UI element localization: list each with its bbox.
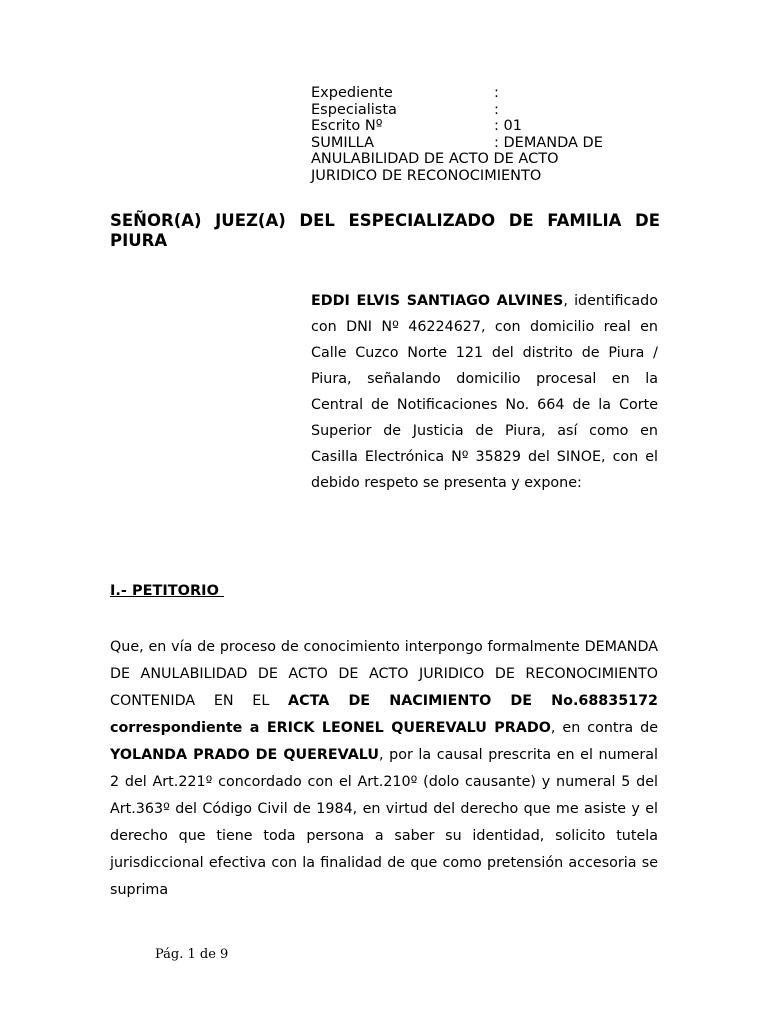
sumilla-value: : DEMANDA DE: [494, 134, 603, 151]
expediente-value: :: [494, 85, 499, 101]
sumilla-continuation-1: ANULABILIDAD DE ACTO DE ACTO: [311, 151, 559, 167]
expediente-row: [311, 85, 631, 102]
petitorio-bold-1: ACTA DE NACIMIENTO DE No.68835172 correspondiente a ERICK LEONEL QUEREVALU PRADO: [110, 693, 658, 736]
sumilla-label: SUMILLA: [311, 134, 375, 151]
escrito-value: : 01: [494, 118, 522, 134]
especialista-label: Especialista: [311, 101, 397, 118]
addressee-heading: SEÑOR(A) JUEZ(A) DEL ESPECIALIZADO DE FAMILIA DE PIURA: [110, 211, 660, 250]
section-heading-petitorio: I.- PETITORIO: [110, 583, 224, 599]
petitorio-text-3: , por la causal prescrita en el numeral 2 del Art.221º concordado con el Art.210º (dolo causante) y numeral 5 del Art.363º del Código Civil de 1984, en virtud del derecho que me asiste y el derecho que tiene toda persona a saber su identidad, solicito tutela jurisdiccional efectiva con la finalidad de que como pretensión accesoria se suprima: [110, 747, 658, 898]
escrito-label: Escrito Nº: [311, 118, 383, 134]
case-header: [311, 85, 631, 184]
petitorio-bold-2: YOLANDA PRADO DE QUEREVALU: [110, 747, 380, 763]
party-identification: [311, 288, 658, 496]
especialista-row: [311, 102, 631, 119]
especialista-value: :: [494, 101, 499, 118]
party-details: , identificado con DNI Nº 46224627, con domicilio real en Calle Cuzco Norte 121 del distrito de Piura / Piura, señalando domicilio procesal en la Central de Notificaciones No. 664 de la Corte Superior de Justicia de Piura, así como en Casilla Electrónica Nº 35829 del SINOE, con el debido respeto se presenta y expone:: [311, 293, 658, 491]
sumilla-row: [311, 135, 631, 152]
sumilla-continuation-2: JURIDICO DE RECONOCIMIENTO: [311, 167, 542, 184]
petitorio-text-1: Que, en vía de proceso de conocimiento interpongo formalmente DEMANDA DE ANULABILIDAD DE ACTO DE ACTO JURIDICO DE RECONOCIMIENTO CONTENIDA EN EL: [110, 639, 658, 709]
petitorio-text-2: , en contra de: [550, 720, 658, 736]
expediente-label: Expediente: [311, 85, 393, 101]
party-name: EDDI ELVIS SANTIAGO ALVINES: [311, 293, 564, 309]
escrito-row: [311, 118, 631, 135]
petitorio-paragraph: [110, 634, 658, 904]
page-number: Pág. 1 de 9: [155, 947, 229, 962]
